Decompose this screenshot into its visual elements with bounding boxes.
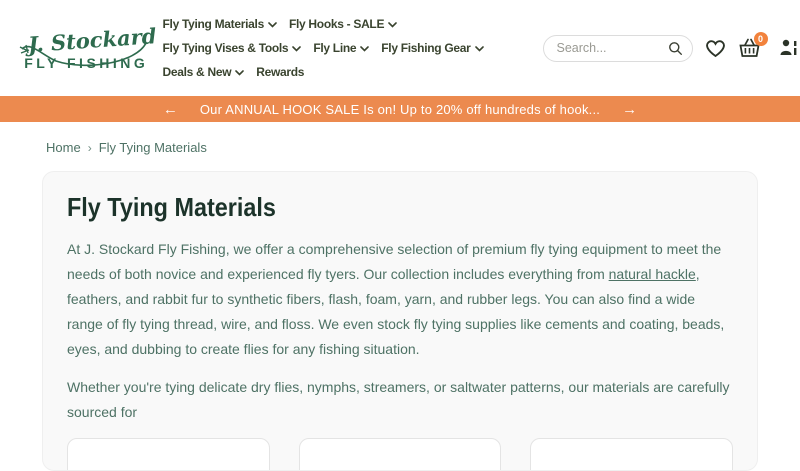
page-title: Fly Tying Materials [67, 192, 276, 222]
nav-item-fly-fishing-gear[interactable] [381, 41, 483, 55]
intro-text-after: , feathers, and rabbit fur to synthetic fibers, flash, foam, yarn, and rubber legs. You can also find a wide range of fly tying thread, wire, and floss. We even stock fly tying supplies like cements and coating, beads, eyes, and dubbing to create flies for any fishing situation. [67, 266, 725, 357]
site-logo[interactable] [16, 25, 157, 71]
account-icon [779, 38, 799, 58]
natural-hackle-link[interactable]: natural hackle [608, 266, 696, 282]
chevron-down-icon [235, 70, 244, 76]
nav-label: Deals & New [162, 65, 232, 79]
chevron-down-icon [388, 22, 397, 28]
breadcrumb-separator: › [87, 140, 92, 155]
subcategory-card[interactable] [530, 438, 733, 471]
nav-item-fly-hooks-sale[interactable] [289, 17, 397, 31]
nav-item-fly-line[interactable] [313, 41, 369, 55]
subcategory-card[interactable] [299, 438, 502, 471]
nav-label: Fly Hooks - SALE [288, 17, 385, 31]
nav-item-rewards[interactable] [256, 65, 304, 79]
breadcrumb [0, 122, 800, 155]
nav-label: Rewards [256, 65, 305, 79]
subcategory-card[interactable] [67, 438, 270, 471]
cart-count-badge: 0 [754, 32, 768, 46]
banner-prev-arrow[interactable]: ← [162, 100, 178, 118]
nav-item-fly-tying-vises-tools[interactable] [163, 41, 302, 55]
category-description [67, 237, 733, 362]
category-content-card [42, 171, 758, 471]
search-icon [668, 41, 683, 56]
chevron-down-icon [268, 22, 277, 28]
logo-subtitle: FLY FISHING [24, 55, 149, 71]
subcategory-cards-row [67, 438, 733, 471]
site-header [0, 0, 800, 96]
nav-label: Fly Fishing Gear [381, 41, 471, 55]
nav-item-deals-new[interactable] [163, 65, 245, 79]
chevron-down-icon [475, 46, 484, 52]
search-bar [543, 35, 693, 62]
search-button[interactable] [668, 41, 684, 57]
logo-script-text: J. Stockard [27, 23, 158, 58]
banner-text: Our ANNUAL HOOK SALE Is on! Up to 20% off hundreds of hook... [199, 101, 601, 117]
main-nav [163, 17, 535, 79]
intro-text-before: At J. Stockard Fly Fishing, we offer a comprehensive selection of premium fly tying equipment to meet the needs of both novice and experienced fly tyers. Our collection includes everything from [67, 241, 722, 282]
chevron-down-icon [360, 46, 369, 52]
nav-label: Fly Tying Materials [162, 17, 264, 31]
chevron-down-icon [292, 46, 301, 52]
wishlist-button[interactable] [705, 39, 726, 58]
promo-banner [0, 96, 800, 122]
nav-label: Fly Line [313, 41, 357, 55]
header-icon-group [705, 34, 799, 58]
account-button[interactable] [779, 38, 799, 58]
nav-label: Fly Tying Vises & Tools [162, 41, 289, 55]
nav-item-fly-tying-materials[interactable] [163, 17, 277, 31]
cart-button[interactable] [738, 34, 763, 58]
breadcrumb-home-link[interactable]: Home [46, 140, 81, 155]
banner-next-arrow[interactable]: → [622, 100, 638, 118]
heart-icon [705, 39, 726, 58]
breadcrumb-current: Fly Tying Materials [98, 140, 207, 155]
category-description-2: Whether you're tying delicate dry flies, nymphs, streamers, or saltwater patterns, our materials are carefully sourced for [67, 379, 730, 420]
